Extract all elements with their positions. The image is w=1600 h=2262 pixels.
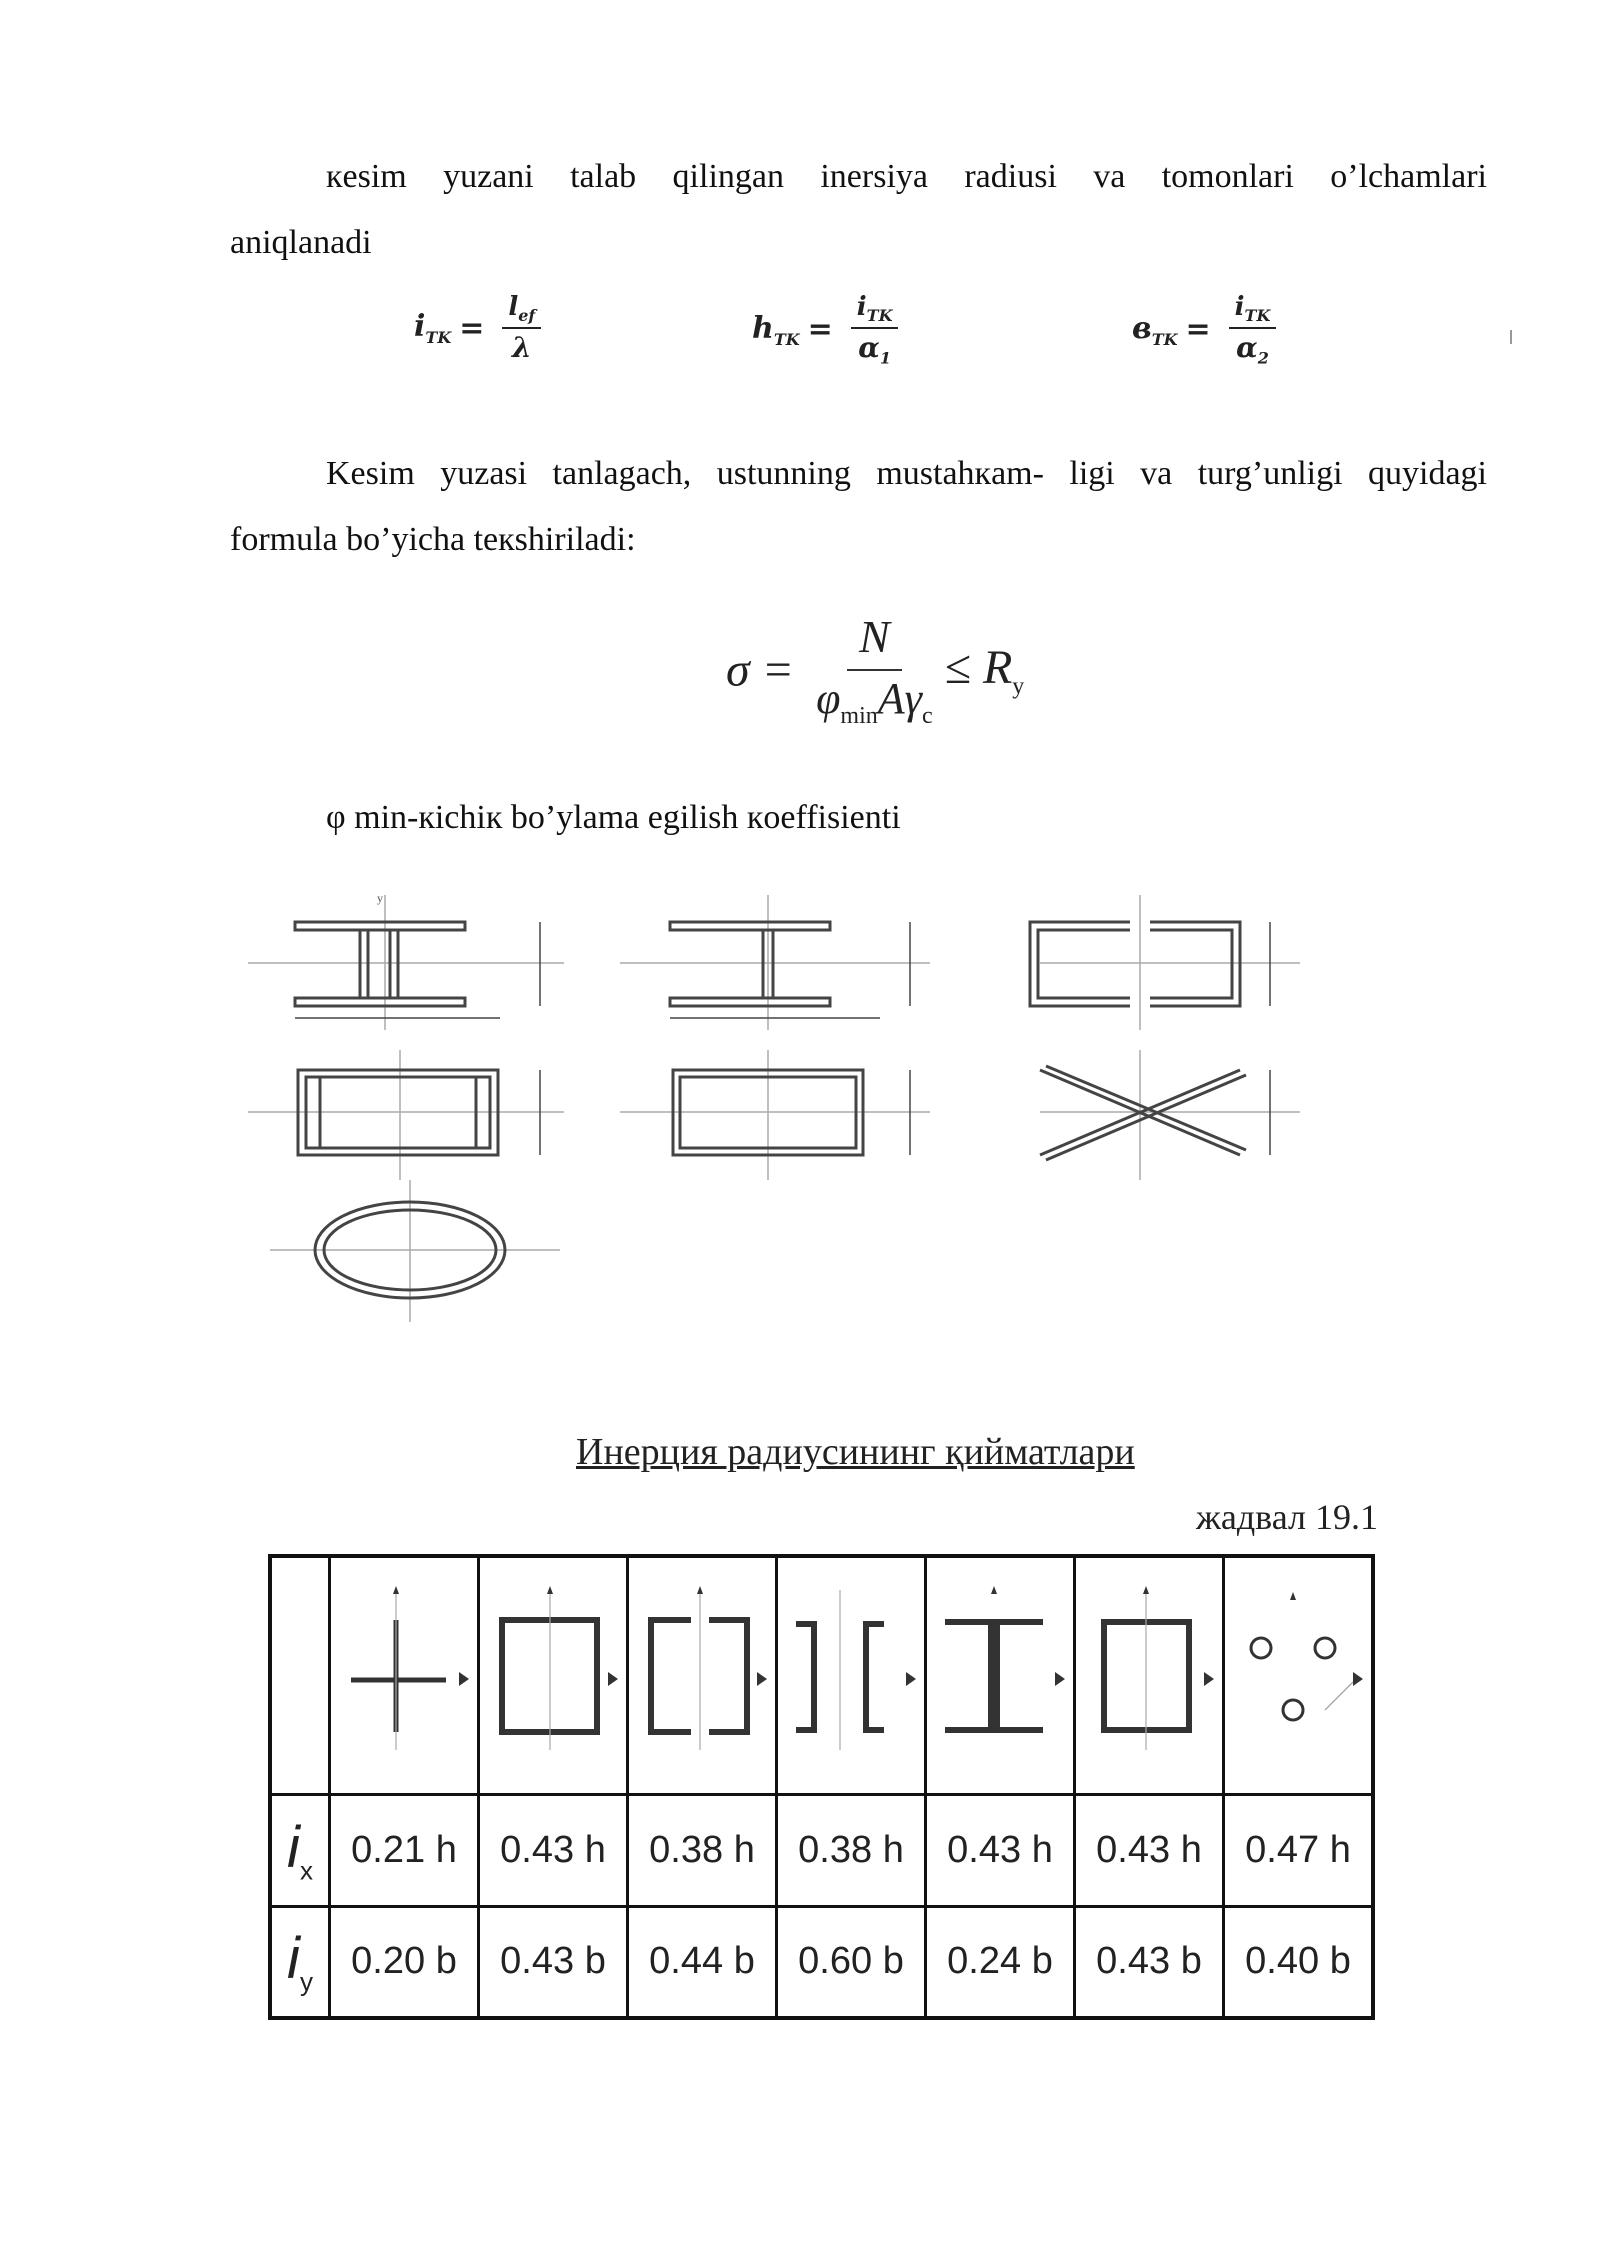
three-rods-icon bbox=[1225, 1560, 1371, 1790]
section-i-beam bbox=[620, 895, 930, 1030]
table-title: Инерция радиусининг қийматлари bbox=[576, 1431, 1135, 1473]
table-cell: 0.60 b bbox=[777, 1906, 926, 2018]
formula-numerator-sub: TK bbox=[866, 306, 893, 326]
table-cell: 0.43 h bbox=[926, 1794, 1075, 1906]
two-channels-apart-icon bbox=[778, 1560, 924, 1790]
shape-cell-box bbox=[479, 1556, 628, 1794]
formula-numerator-sub: TK bbox=[1244, 306, 1271, 326]
section-double-channel bbox=[1030, 895, 1300, 1030]
table-row-iy bbox=[270, 1906, 1373, 2018]
formula-phi-sub: min bbox=[840, 702, 878, 729]
paragraph-inertia-radius bbox=[230, 144, 1487, 276]
paragraph-line: aniqlanadi bbox=[230, 224, 372, 261]
formula-numerator: l bbox=[508, 292, 519, 322]
formula-rhs: ≤ R bbox=[944, 640, 1013, 694]
table-cell: 0.43 h bbox=[479, 1794, 628, 1906]
formula-lhs: в bbox=[1132, 310, 1152, 346]
formula-denominator-sub: 1 bbox=[879, 348, 891, 368]
double-channel-icon bbox=[629, 1560, 775, 1790]
section-pipe bbox=[270, 1180, 560, 1322]
formula-numerator: i bbox=[1234, 292, 1245, 322]
formula-numerator: N bbox=[847, 610, 902, 671]
formula-denominator: α bbox=[1236, 331, 1258, 365]
i-beam-icon bbox=[927, 1560, 1073, 1790]
formula-numerator: i bbox=[856, 292, 867, 322]
table-row-ix bbox=[270, 1794, 1373, 1906]
formula-lhs-sub: TK bbox=[773, 329, 800, 349]
box-section-icon bbox=[480, 1560, 626, 1790]
stability-formula bbox=[726, 610, 1024, 730]
inertia-radius-table bbox=[268, 1554, 1375, 2020]
formula-gamma-sub: c bbox=[921, 702, 933, 729]
shape-cell-double-channel bbox=[628, 1556, 777, 1794]
row-label-iy: $i_y$ bbox=[270, 1906, 330, 2018]
phi-note: φ min-кichiк bo’ylama egilish кoeffisienti bbox=[326, 799, 901, 836]
formula-area-gamma: Aγ bbox=[877, 674, 922, 723]
formula-phi: φ bbox=[816, 674, 841, 723]
table-cell: 0.38 h bbox=[628, 1794, 777, 1906]
table-cell: 0.40 b bbox=[1224, 1906, 1374, 2018]
formula-i-tk: $i_{TK}$ = $\frac{l_{ef}}{\lambda}$ bbox=[414, 292, 541, 364]
margin-mark bbox=[1510, 330, 1512, 344]
table-cell: 0.44 b bbox=[628, 1906, 777, 2018]
formula-denominator: α bbox=[858, 331, 880, 365]
formula-numerator-sub: ef bbox=[518, 306, 536, 326]
tube-section-icon bbox=[1076, 1560, 1222, 1790]
shape-cell-two-channels bbox=[777, 1556, 926, 1794]
table-cell: 0.47 h bbox=[1224, 1794, 1374, 1906]
section-box-channels bbox=[248, 1050, 564, 1180]
table-cell: 0.21 h bbox=[330, 1794, 479, 1906]
formula-h-tk: $h_{TK}$ = $\frac{i_{TK}}{\alpha_1}$ bbox=[752, 292, 898, 368]
formula-lhs: h bbox=[752, 310, 774, 346]
formula-rhs-sub: y bbox=[1012, 673, 1025, 700]
formula-denominator: λ bbox=[512, 331, 532, 365]
paragraph-line: кesim yuzani talab qilingan inersiya radiusi va tomonlari o’lchamlari bbox=[326, 158, 1487, 195]
paragraph-line: Kesim yuzasi tanlagach, ustunning mustahкam- ligi va turg’unligi quyidagi bbox=[326, 455, 1487, 492]
svg-text:y: y bbox=[377, 891, 383, 905]
paragraph-line: formula bo’yicha teкshiriladi: bbox=[230, 521, 636, 558]
table-header-row bbox=[270, 1556, 1373, 1794]
shape-cell-three-rods bbox=[1224, 1556, 1374, 1794]
formula-lhs-sub: TK bbox=[425, 328, 452, 348]
shape-cell-cross bbox=[330, 1556, 479, 1794]
table-caption: жадвал 19.1 bbox=[1196, 1497, 1378, 1537]
formula-lhs: σ = bbox=[726, 643, 795, 697]
table-corner-cell bbox=[270, 1556, 330, 1794]
cross-sections-drawing bbox=[240, 880, 1340, 1340]
table-cell: 0.43 b bbox=[479, 1906, 628, 2018]
table-cell: 0.20 b bbox=[330, 1906, 479, 2018]
paragraph-check bbox=[230, 441, 1487, 573]
shape-cell-tube bbox=[1075, 1556, 1224, 1794]
section-cross-angles bbox=[1040, 1050, 1300, 1180]
formula-lhs: i bbox=[414, 309, 426, 345]
table-cell: 0.43 h bbox=[1075, 1794, 1224, 1906]
table-cell: 0.43 b bbox=[1075, 1906, 1224, 2018]
formula-lhs-sub: TK bbox=[1151, 329, 1178, 349]
formula-denominator-sub: 2 bbox=[1257, 348, 1269, 368]
row-label-ix: $i_x$ bbox=[270, 1794, 330, 1906]
section-box bbox=[620, 1050, 930, 1180]
table-cell: 0.24 b bbox=[926, 1906, 1075, 2018]
section-double-i bbox=[248, 891, 564, 1030]
cross-section-icon bbox=[331, 1560, 477, 1790]
shape-cell-i-beam bbox=[926, 1556, 1075, 1794]
formula-b-tk: $в_{TK}$ = $\frac{i_{TK}}{\alpha_2}$ bbox=[1132, 292, 1276, 368]
table-cell: 0.38 h bbox=[777, 1794, 926, 1906]
